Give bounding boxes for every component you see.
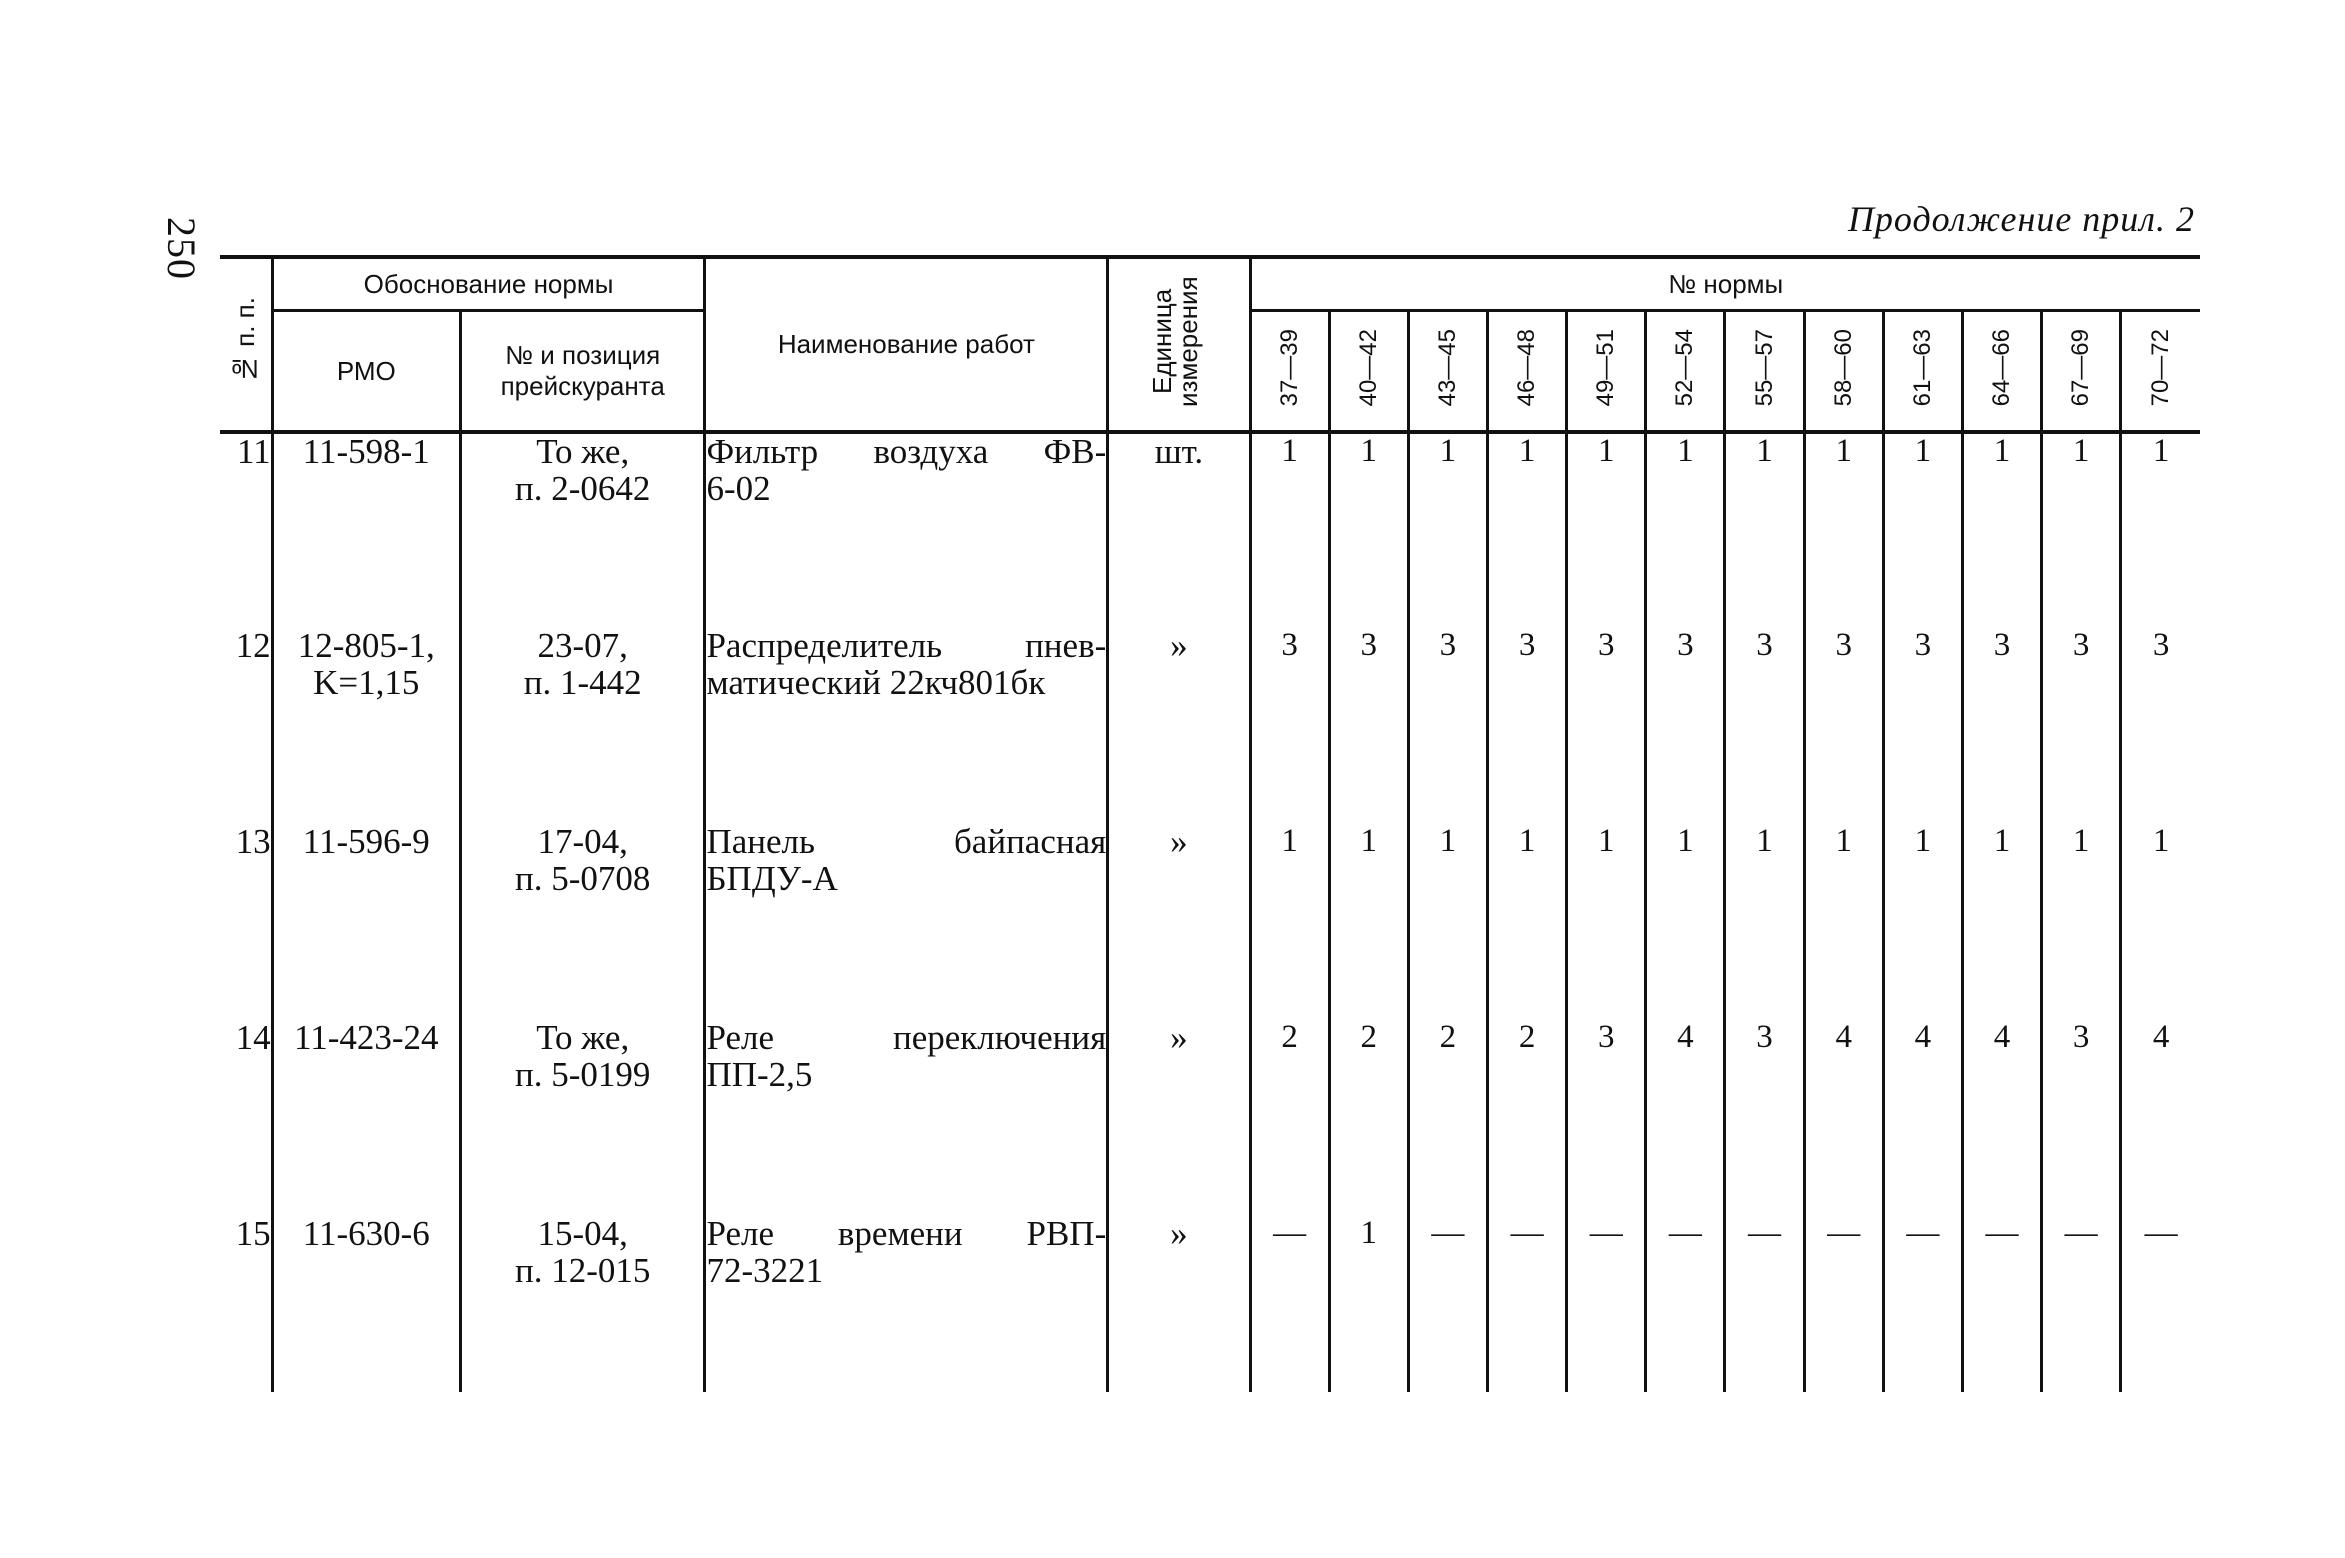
header-norm-number: № нормы bbox=[1250, 257, 2200, 311]
norm-value: 1 bbox=[1725, 824, 1804, 1020]
header-norm-col: 52—54 bbox=[1646, 311, 1725, 433]
norm-value: 1 bbox=[2121, 432, 2200, 628]
norm-value: 4 bbox=[1883, 1020, 1962, 1216]
norm-value: 3 bbox=[1804, 628, 1883, 824]
norm-value: 1 bbox=[1488, 432, 1567, 628]
header-norm-col: 67—69 bbox=[2042, 311, 2121, 433]
norm-value: 1 bbox=[1250, 432, 1329, 628]
norm-value: 3 bbox=[1329, 628, 1408, 824]
norm-value: 4 bbox=[2121, 1020, 2200, 1216]
norm-value: 1 bbox=[1883, 824, 1962, 1020]
norms-table bbox=[220, 255, 2200, 1392]
norm-value: 3 bbox=[1646, 628, 1725, 824]
rmo-cell: 12-805-1, K=1,15 bbox=[272, 628, 460, 824]
continuation-caption: Продолжение прил. 2 bbox=[1847, 199, 2195, 239]
norm-value: 1 bbox=[1646, 824, 1725, 1020]
norm-value: — bbox=[1804, 1216, 1883, 1392]
rmo-cell: 11-630-6 bbox=[272, 1216, 460, 1392]
norm-value: 1 bbox=[2121, 824, 2200, 1020]
norm-value: — bbox=[1488, 1216, 1567, 1392]
norm-value: 1 bbox=[2042, 432, 2121, 628]
norm-value: 1 bbox=[1488, 824, 1567, 1020]
norm-value: 1 bbox=[1646, 432, 1725, 628]
norm-value: 3 bbox=[2042, 1020, 2121, 1216]
header-norm-col: 40—42 bbox=[1329, 311, 1408, 433]
table-header bbox=[220, 257, 2200, 432]
unit-cell: » bbox=[1108, 628, 1250, 824]
row-number: 12 bbox=[235, 626, 271, 665]
price-cell: 15-04, п. 12-015 bbox=[460, 1216, 704, 1392]
norm-value: 1 bbox=[1329, 1216, 1408, 1392]
header-norm-col: 70—72 bbox=[2121, 311, 2200, 433]
norm-value: 1 bbox=[1567, 824, 1646, 1020]
norm-value: 3 bbox=[2121, 628, 2200, 824]
norm-value: 3 bbox=[1962, 628, 2041, 824]
norm-value: 2 bbox=[1329, 1020, 1408, 1216]
work-name-cell: Реле времени РВП- 72-3221 bbox=[705, 1216, 1108, 1392]
price-cell: 23-07, п. 1-442 bbox=[460, 628, 704, 824]
norm-value: 3 bbox=[1488, 628, 1567, 824]
norm-value: — bbox=[2042, 1216, 2121, 1392]
norm-value: — bbox=[1962, 1216, 2041, 1392]
header-rmo: РМО bbox=[272, 311, 460, 433]
norm-value: 1 bbox=[1962, 824, 2041, 1020]
norm-value: 1 bbox=[1329, 824, 1408, 1020]
work-name-cell: Распределитель пнев- матический 22кч801бк bbox=[705, 628, 1108, 824]
norm-value: 3 bbox=[2042, 628, 2121, 824]
rmo-cell: 11-596-9 bbox=[272, 824, 460, 1020]
page-number: 250 bbox=[159, 217, 204, 280]
header-work-name: Наименование работ bbox=[705, 257, 1108, 432]
norm-value: — bbox=[1883, 1216, 1962, 1392]
norm-value: 3 bbox=[1725, 628, 1804, 824]
norm-value: 1 bbox=[2042, 824, 2121, 1020]
header-row-number: № п. п. bbox=[220, 257, 272, 432]
header-price-position: № и позиция прейскуранта bbox=[460, 311, 704, 433]
work-name-cell: Реле переключения ПП-2,5 bbox=[705, 1020, 1108, 1216]
norm-value: 2 bbox=[1250, 1020, 1329, 1216]
norm-value: 1 bbox=[1567, 432, 1646, 628]
norm-value: 3 bbox=[1408, 628, 1487, 824]
table-body bbox=[220, 432, 2200, 1392]
norm-value: — bbox=[1725, 1216, 1804, 1392]
norm-value: 1 bbox=[1883, 432, 1962, 628]
header-norm-col: 55—57 bbox=[1725, 311, 1804, 433]
rmo-cell: 11-423-24 bbox=[272, 1020, 460, 1216]
norm-value: 3 bbox=[1250, 628, 1329, 824]
norm-value: — bbox=[1250, 1216, 1329, 1392]
header-justification: Обоснование нормы bbox=[272, 257, 705, 311]
header-norm-col: 49—51 bbox=[1567, 311, 1646, 433]
norm-value: 1 bbox=[1725, 432, 1804, 628]
header-norm-col: 43—45 bbox=[1408, 311, 1487, 433]
price-cell: То же, п. 2-0642 bbox=[460, 432, 704, 628]
norm-value: 3 bbox=[1725, 1020, 1804, 1216]
table-row bbox=[220, 824, 2200, 1020]
norm-value: 4 bbox=[1962, 1020, 2041, 1216]
header-norm-col: 61—63 bbox=[1883, 311, 1962, 433]
norm-value: — bbox=[1646, 1216, 1725, 1392]
header-norm-col: 37—39 bbox=[1250, 311, 1329, 433]
norm-value: 1 bbox=[1408, 432, 1487, 628]
work-name-cell: Фильтр воздуха ФВ- 6-02 bbox=[705, 432, 1108, 628]
norm-value: — bbox=[1567, 1216, 1646, 1392]
norm-value: — bbox=[2121, 1216, 2200, 1392]
unit-cell: » bbox=[1108, 824, 1250, 1020]
rmo-cell: 11-598-1 bbox=[272, 432, 460, 628]
price-cell: То же, п. 5-0199 bbox=[460, 1020, 704, 1216]
work-name-cell: Панель байпасная БПДУ-А bbox=[705, 824, 1108, 1020]
row-number: 11 bbox=[236, 432, 271, 471]
norm-value: — bbox=[1408, 1216, 1487, 1392]
norm-value: 2 bbox=[1488, 1020, 1567, 1216]
norm-value: 2 bbox=[1408, 1020, 1487, 1216]
norm-value: 4 bbox=[1804, 1020, 1883, 1216]
unit-cell: » bbox=[1108, 1020, 1250, 1216]
unit-cell: шт. bbox=[1108, 432, 1250, 628]
header-unit: Единица измерения bbox=[1108, 257, 1250, 432]
row-number: 13 bbox=[235, 822, 271, 861]
norm-value: 3 bbox=[1883, 628, 1962, 824]
norm-value: 3 bbox=[1567, 1020, 1646, 1216]
row-number: 14 bbox=[235, 1018, 271, 1057]
norm-value: 3 bbox=[1567, 628, 1646, 824]
row-number: 15 bbox=[235, 1214, 271, 1253]
price-cell: 17-04, п. 5-0708 bbox=[460, 824, 704, 1020]
table-row bbox=[220, 1020, 2200, 1216]
header-norm-col: 46—48 bbox=[1488, 311, 1567, 433]
unit-cell: » bbox=[1108, 1216, 1250, 1392]
header-norm-col: 64—66 bbox=[1962, 311, 2041, 433]
norm-value: 4 bbox=[1646, 1020, 1725, 1216]
norm-value: 1 bbox=[1408, 824, 1487, 1020]
header-norm-col: 58—60 bbox=[1804, 311, 1883, 433]
norm-value: 1 bbox=[1250, 824, 1329, 1020]
norm-value: 1 bbox=[1804, 824, 1883, 1020]
table-row bbox=[220, 432, 2200, 628]
norm-value: 1 bbox=[1804, 432, 1883, 628]
table-row bbox=[220, 1216, 2200, 1392]
norm-value: 1 bbox=[1962, 432, 2041, 628]
norm-value: 1 bbox=[1329, 432, 1408, 628]
table-row bbox=[220, 628, 2200, 824]
